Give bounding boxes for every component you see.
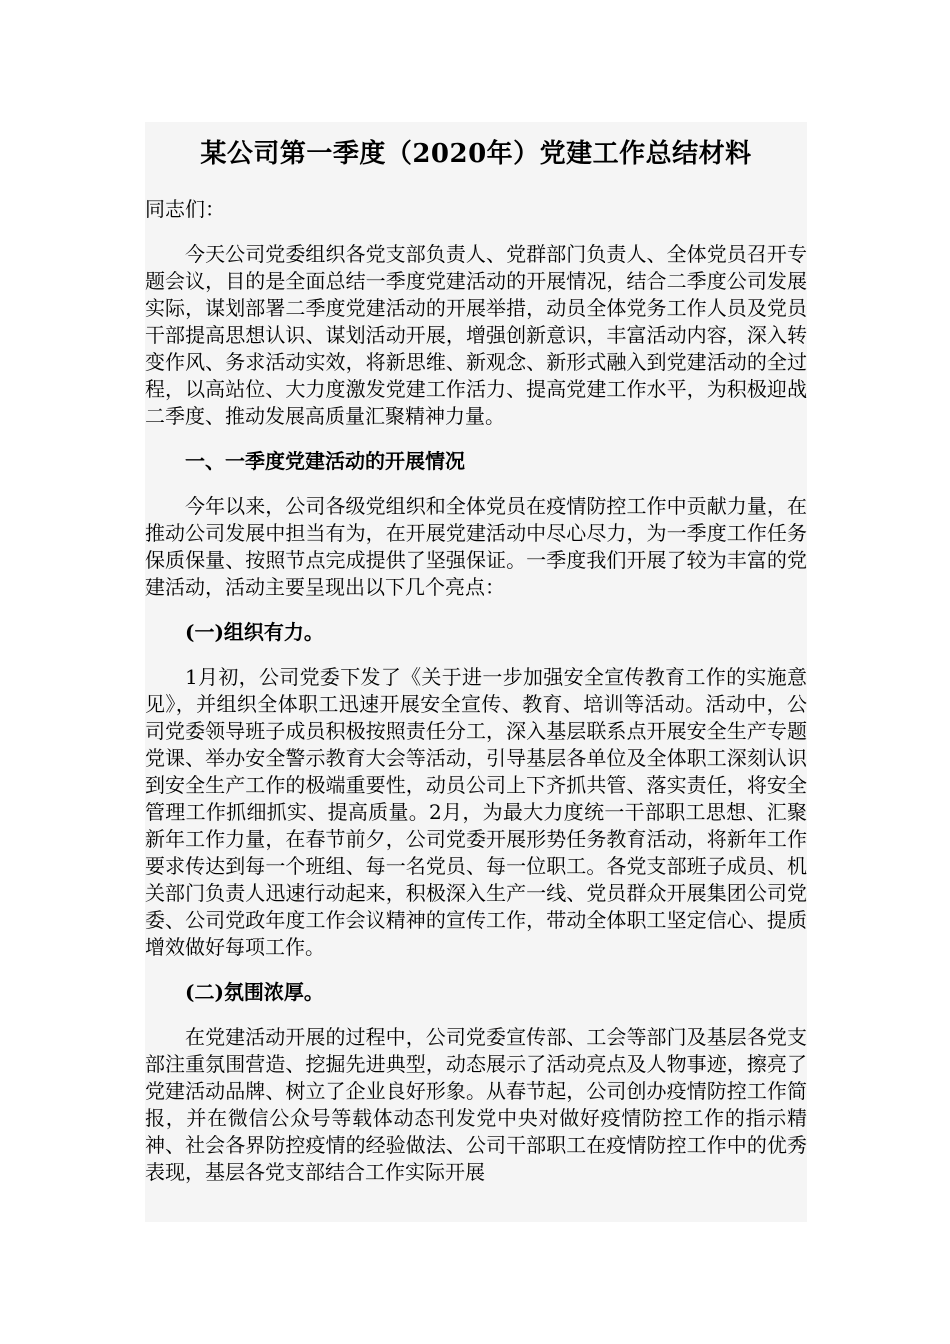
section-1-paragraph: 今年以来，公司各级党组织和全体党员在疫情防控工作中贡献力量，在推动公司发展中担当有为，在开展党建活动中尽心尽力，为一季度工作任务保质保量、按照节点完成提供了坚强保证。一季度我们开展了较为丰富的党建活动，活动主要呈现出以下几个亮点：	[145, 494, 807, 599]
document-page	[145, 122, 807, 1222]
intro-paragraph: 今天公司党委组织各党支部负责人、党群部门负责人、全体党员召开专题会议，目的是全面总结一季度党建活动的开展情况，结合二季度公司发展实际，谋划部署二季度党建活动的开展举措，动员全体党务工作人员及党员干部提高思想认识、谋划活动开展，增强创新意识，丰富活动内容，深入转变作风、务求活动实效，将新思维、新观念、新形式融入到党建活动的全过程，以高站位、大力度激发党建工作活力、提高党建工作水平，为积极迎战二季度、推动发展高质量汇聚精神力量。	[145, 242, 807, 428]
salutation: 同志们：	[145, 197, 225, 221]
document-title: 某公司第一季度（2020年）党建工作总结材料	[200, 139, 752, 169]
subsection-2-paragraph: 在党建活动开展的过程中，公司党委宣传部、工会等部门及基层各党支部注重氛围营造、挖掘先进典型，动态展示了活动亮点及人物事迹，擦亮了党建活动品牌、树立了企业良好形象。从春节起，公司创办疫情防控工作简报，并在微信公众号等载体动态刊发党中央对做好疫情防控工作的指示精神、社会各界防控疫情的经验做法、公司干部职工在疫情防控工作中的优秀表现，基层各党支部结合工作实际开展	[145, 1025, 807, 1184]
subsection-heading-2: (二)氛围浓厚。	[185, 980, 324, 1004]
section-heading-1: 一、一季度党建活动的开展情况	[185, 449, 465, 473]
subsection-heading-1: (一)组织有力。	[185, 620, 324, 644]
subsection-1-paragraph: 1月初，公司党委下发了《关于进一步加强安全宣传教育工作的实施意见》，并组织全体职工迅速开展安全宣传、教育、培训等活动。活动中，公司党委领导班子成员积极按照责任分工，深入基层联系点开展安全生产专题党课、举办安全警示教育大会等活动，引导基层各单位及全体职工深刻认识到安全生产工作的极端重要性，动员公司上下齐抓共管、落实责任，将安全管理工作抓细抓实、提高质量。2月，为最大力度统一干部职工思想、汇聚新年工作力量，在春节前夕，公司党委开展形势任务教育活动，将新年工作要求传达到每一个班组、每一名党员、每一位职工。各党支部班子成员、机关部门负责人迅速行动起来，积极深入生产一线、党员群众开展集团公司党委、公司党政年度工作会议精神的宣传工作，带动全体职工坚定信心、提质增效做好每项工作。	[145, 665, 807, 959]
